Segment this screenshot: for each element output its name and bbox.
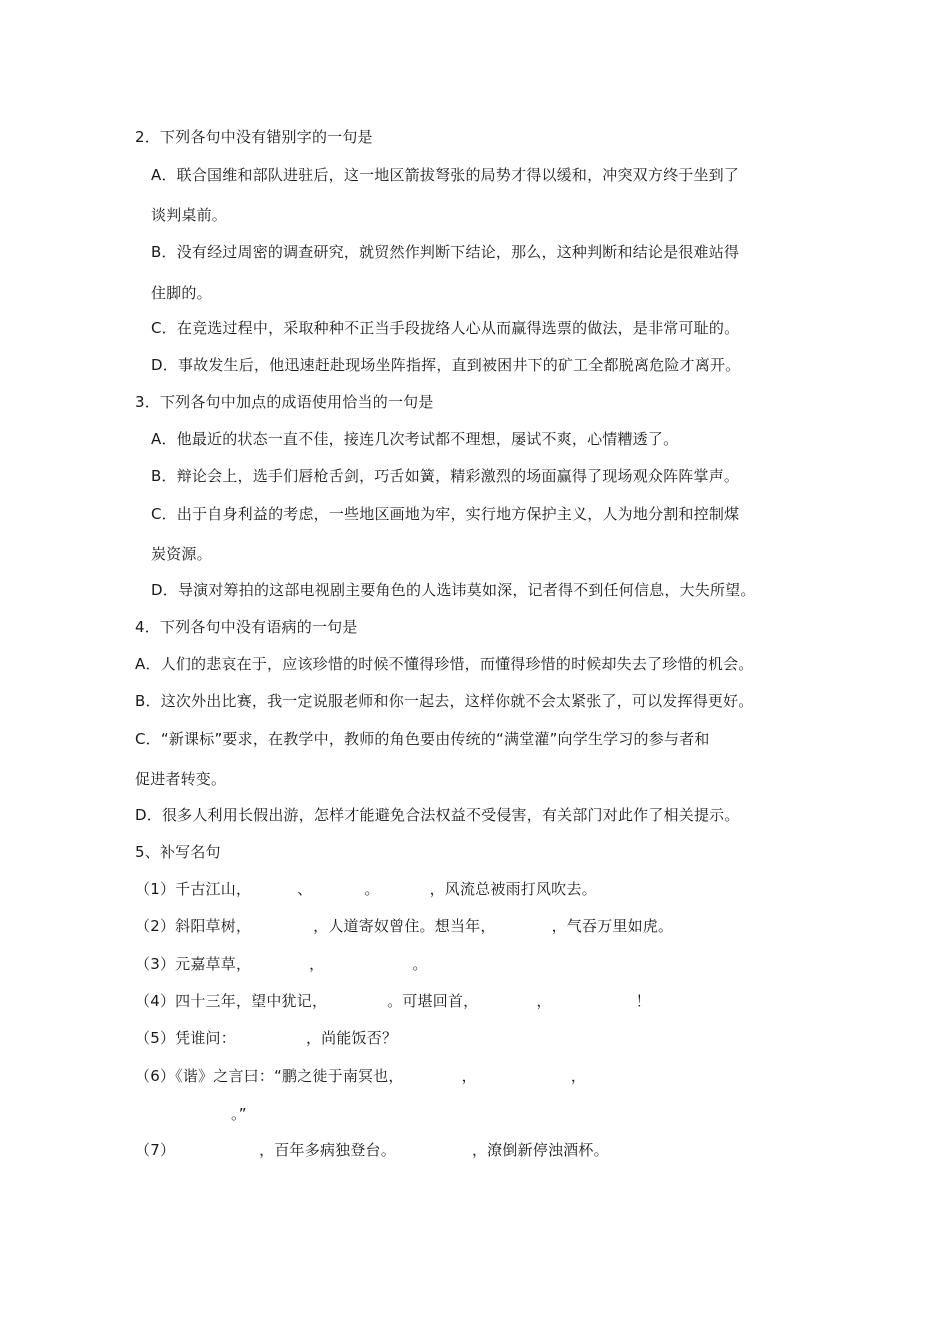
- fill-line-7-part-c: ，潦倒新停浊酒杯。: [471, 1141, 609, 1159]
- question-4-option-a: A．人们的悲哀在于，应该珍惜的时候不懂得珍惜，而懂得珍惜的时候却失去了珍惜的机会。: [135, 655, 754, 673]
- question-3-option-b: B．辩论会上，选手们唇枪舌剑，巧舌如簧，精彩激烈的场面赢得了现场观众阵阵掌声。: [151, 467, 740, 485]
- question-2-stem: 2．下列各句中没有错别字的一句是: [135, 128, 373, 146]
- fill-line-6: [135, 1064, 586, 1088]
- fill-line-1-part-d: ，风流总被雨打风吹去。: [429, 880, 597, 898]
- question-3-option-a: A．他最近的状态一直不佳，接连几次考试都不理想，屡试不爽，心情糟透了。: [151, 430, 679, 448]
- question-5-stem: 5、补写名句: [135, 843, 221, 861]
- fill-line-6-cont-part-a: 。”: [231, 1105, 247, 1123]
- fill-line-4: [135, 989, 651, 1013]
- question-2-option-c: C．在竞选过程中，采取种种不正当手段拢络人心从而赢得选票的做法，是非常可耻的。: [151, 319, 740, 337]
- fill-line-3-part-b: ，: [309, 955, 325, 973]
- fill-line-2-part-c: ，气吞万里如虎。: [551, 917, 674, 935]
- fill-line-6-part-c: ，: [570, 1067, 587, 1085]
- question-2-option-b-cont: 住脚的。: [151, 284, 212, 302]
- question-3-stem: 3．下列各句中加点的成语使用恰当的一句是: [135, 393, 434, 411]
- fill-line-6-part-b: ，: [461, 1067, 477, 1085]
- fill-line-7-part-b: ，百年多病独登台。: [259, 1141, 396, 1159]
- question-3-option-c-cont: 炭资源。: [151, 545, 212, 563]
- question-2-option-b: B．没有经过周密的调查研究，就贸然作判断下结论，那么，这种判断和结论是很难站得: [151, 243, 740, 261]
- question-4-option-d: D．很多人利用长假出游，怎样才能避免合法权益不受侵害，有关部门对此作了相关提示。: [135, 806, 740, 824]
- fill-line-1-part-a: （1）千古江山，: [135, 880, 252, 898]
- fill-line-2-part-b: ，人道寄奴曾住。想当年，: [313, 917, 496, 935]
- fill-line-3: [135, 952, 428, 976]
- fill-line-5-part-a: （5）凭谁问：: [135, 1029, 236, 1047]
- fill-line-4-part-a: （4）四十三年，望中犹记，: [135, 992, 328, 1010]
- fill-line-2-part-a: （2）斜阳草树，: [135, 917, 252, 935]
- question-4-option-c-cont: 促进者转变。: [135, 770, 227, 788]
- question-3-option-d: D．导演对筹拍的这部电视剧主要角色的人选讳莫如深，记者得不到任何信息，大失所望。: [151, 581, 756, 599]
- fill-line-1-part-c: 。: [364, 880, 380, 898]
- fill-line-5: [135, 1026, 397, 1050]
- question-2-option-a-cont: 谈判桌前。: [151, 206, 228, 224]
- question-2-option-a: A．联合国维和部队进驻后，这一地区箭拔弩张的局势才得以缓和，冲突双方终于坐到了: [151, 166, 740, 184]
- fill-line-6-part-a: （6）《谐》之言曰：“鹏之徙于南冥也，: [135, 1067, 404, 1085]
- fill-line-1: [135, 877, 597, 901]
- fill-line-4-part-c: ，: [536, 992, 552, 1010]
- question-4-stem: 4．下列各句中没有语病的一句是: [135, 618, 358, 636]
- fill-line-7-part-a: （7）: [135, 1141, 176, 1159]
- fill-line-6-cont: [231, 1102, 247, 1126]
- fill-line-3-part-a: （3）元嘉草草，: [135, 955, 252, 973]
- question-4-option-b: B．这次外出比赛，我一定说服老师和你一起去，这样你就不会太紧张了，可以发挥得更好。: [135, 692, 754, 710]
- question-2-option-d: D．事故发生后，他迅速赶赴现场坐阵指挥，直到被困井下的矿工全都脱离危险才离开。: [151, 356, 741, 374]
- fill-line-7: [135, 1138, 609, 1162]
- fill-line-4-part-d: ！: [635, 992, 651, 1010]
- fill-line-2: [135, 914, 673, 938]
- fill-line-4-part-b: 。可堪回首，: [387, 992, 479, 1010]
- question-3-option-c: C．出于自身利益的考虑，一些地区画地为牢，实行地方保护主义，人为地分割和控制煤: [151, 505, 740, 523]
- fill-line-1-part-b: 、: [297, 880, 313, 898]
- question-4-option-c: C．“新课标”要求，在教学中，教师的角色要由传统的“满堂灌”向学生学习的参与者和: [135, 730, 710, 748]
- fill-line-5-part-b: ，尚能饭否？: [305, 1029, 398, 1047]
- fill-line-3-part-c: 。: [412, 955, 428, 973]
